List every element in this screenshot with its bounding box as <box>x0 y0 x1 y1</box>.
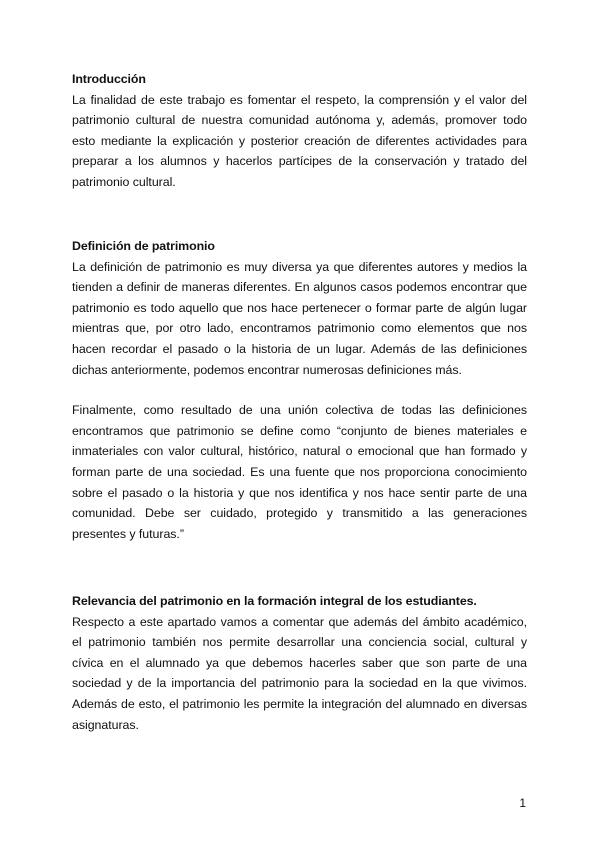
section-relevancia <box>72 591 527 735</box>
page-number: 1 <box>519 796 526 810</box>
paragraph: La definición de patrimonio es muy diversa ya que diferentes autores y medios la tienden a definir de maneras diferentes. En algunos casos podemos encontrar que patrimonio es todo aquello que nos hace pertenecer o formar parte de algún lugar mientras que, por otro lado, encontramos patrimonio como elementos que nos hacen recordar el pasado o la historia de un lugar. Además de las definiciones dichas anteriormente, podemos encontrar numerosas definiciones más. <box>72 259 527 377</box>
section-heading: Relevancia del patrimonio en la formación integral de los estudiantes. <box>72 594 477 608</box>
section-introduccion <box>72 69 527 193</box>
section-definicion <box>72 236 527 544</box>
paragraph: La finalidad de este trabajo es fomentar el respeto, la comprensión y el valor del patrimonio cultural de nuestra comunidad autónoma y, además, promover todo esto mediante la explicación y posterior creación de diferentes actividades para preparar a los alumnos y hacerlos partícipes de la conservación y tratado del patrimonio cultural. <box>72 92 527 189</box>
paragraph: Respecto a este apartado vamos a comentar que además del ámbito académico, el patrimonio también nos permite desarrollar una conciencia social, cultural y cívica en el alumnado ya que debemos hacerles saber que son parte de una sociedad y de la importancia del patrimonio para la sociedad en la que vivimos. Además de esto, el patrimonio les permite la integración del alumnado en diversas asignaturas. <box>72 614 527 732</box>
section-heading: Introducción <box>72 72 146 86</box>
section-heading: Definición de patrimonio <box>72 239 215 253</box>
paragraph: Finalmente, como resultado de una unión colectiva de todas las definiciones encontramos que patrimonio se define como “conjunto de bienes materiales e inmateriales con valor cultural, histórico, natural o emocional que han formado y forman parte de una sociedad. Es una fuente que nos proporciona conocimiento sobre el pasado o la historia y que nos identifica y nos hace sentir parte de una comunidad. Debe ser cuidado, protegido y transmitido a las generaciones presentes y futuras.” <box>72 403 527 541</box>
